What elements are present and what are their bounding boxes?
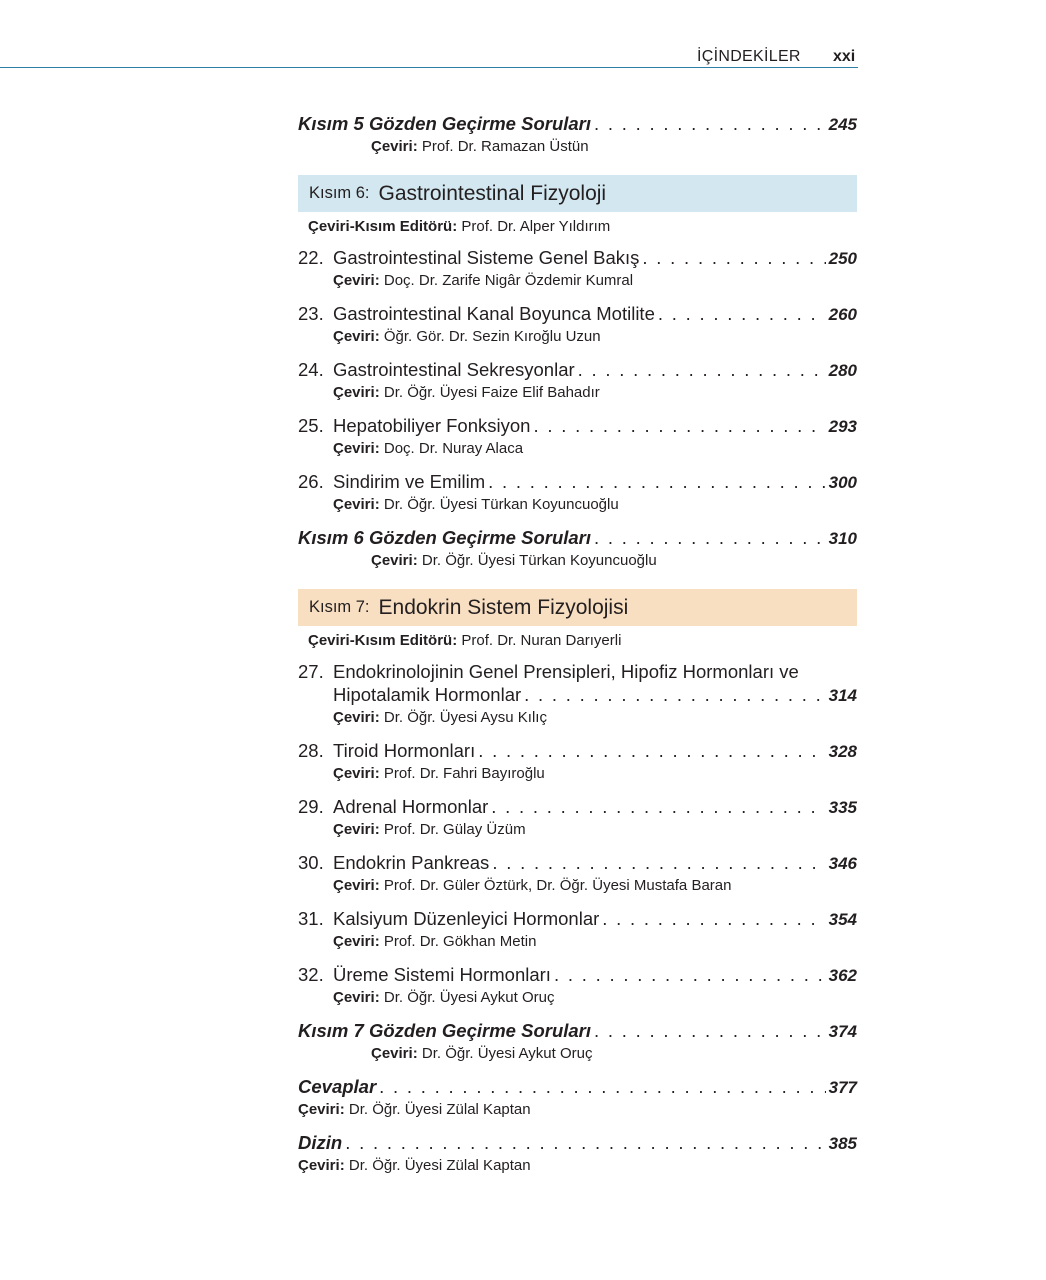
toc-row: [298, 302, 857, 326]
running-header-page-number: xxi: [833, 48, 856, 65]
chapter-number: 30.: [298, 852, 324, 873]
chapter-number: 24.: [298, 359, 324, 380]
translator-credit: [298, 495, 857, 515]
credit-label: Çeviri:: [333, 821, 380, 838]
chapter-title: Sindirim ve Emilim: [333, 471, 486, 492]
chapter-page: 293: [828, 417, 857, 436]
chapter-page: 260: [828, 305, 857, 324]
translator-name: Dr. Öğr. Üyesi Zülal Kaptan: [348, 1101, 531, 1118]
toc-entry-page: 374: [828, 1022, 857, 1041]
chapter-number: 25.: [298, 415, 324, 436]
credit-label: Çeviri:: [333, 272, 380, 289]
toc-entry-chapter-32[interactable]: [298, 963, 857, 1008]
toc-row: [298, 1131, 857, 1155]
chapter-title: Hepatobiliyer Fonksiyon: [333, 415, 531, 436]
toc-entry-title: Dizin: [298, 1132, 343, 1153]
toc-row: [298, 414, 857, 438]
translator-name: Dr. Öğr. Üyesi Aysu Kılıç: [383, 709, 547, 726]
chapter-title: Gastrointestinal Sisteme Genel Bakış: [333, 247, 640, 268]
credit-label: Çeviri:: [333, 709, 380, 726]
toc-entry-review-7[interactable]: [298, 1019, 857, 1064]
part-name: Gastrointestinal Fizyoloji: [378, 181, 607, 205]
dot-leader: [345, 1131, 825, 1154]
toc-entry-chapter-23[interactable]: [298, 302, 857, 347]
translator-credit: [298, 1044, 857, 1064]
translator-name: Prof. Dr. Fahri Bayıroğlu: [383, 765, 545, 782]
table-of-contents: [298, 112, 857, 1187]
part-editor-credit: [298, 217, 857, 237]
chapter-title: Tiroid Hormonları: [333, 740, 476, 761]
credit-label: Çeviri:: [371, 552, 418, 569]
toc-entry-title: Kısım 5 Gözden Geçirme Soruları: [298, 113, 592, 134]
dot-leader: [379, 1075, 825, 1098]
editor-name: Prof. Dr. Alper Yıldırım: [461, 218, 611, 235]
toc-entry-title: Kısım 7 Gözden Geçirme Soruları: [298, 1020, 592, 1041]
chapter-title: Kalsiyum Düzenleyici Hormonlar: [333, 908, 600, 929]
toc-entry-chapter-26[interactable]: [298, 470, 857, 515]
chapter-page: 280: [828, 361, 857, 380]
toc-entry-chapter-25[interactable]: [298, 414, 857, 459]
toc-entry-chapter-28[interactable]: [298, 739, 857, 784]
translator-credit: [298, 383, 857, 403]
dot-leader: [642, 246, 825, 269]
toc-row: [298, 112, 857, 136]
chapter-title: Gastrointestinal Kanal Boyunca Motilite: [333, 303, 655, 324]
chapter-page: 250: [828, 249, 857, 268]
translator-name: Dr. Öğr. Üyesi Türkan Koyuncuoğlu: [421, 552, 657, 569]
credit-label: Çeviri:: [333, 496, 380, 513]
part-label: Kısım 6:: [309, 184, 370, 202]
toc-entry-review-5[interactable]: [298, 112, 857, 157]
translator-name: Dr. Öğr. Üyesi Aykut Oruç: [383, 989, 555, 1006]
translator-credit: [298, 271, 857, 291]
credit-label: Çeviri:: [333, 989, 380, 1006]
part-name: Endokrin Sistem Fizyolojisi: [378, 595, 629, 619]
toc-row-continued: [298, 683, 857, 707]
translator-credit: [298, 137, 857, 157]
credit-label: Çeviri:: [298, 1157, 345, 1174]
chapter-page: 328: [828, 742, 857, 761]
chapter-page: 300: [828, 473, 857, 492]
chapter-number: 26.: [298, 471, 324, 492]
toc-row: [298, 907, 857, 931]
toc-row: [298, 358, 857, 382]
part-label: Kısım 7:: [309, 598, 370, 616]
toc-row: [298, 1019, 857, 1043]
chapter-page: 346: [828, 854, 857, 873]
credit-label: Çeviri:: [333, 877, 380, 894]
credit-label: Çeviri:: [371, 138, 418, 155]
credit-label: Çeviri:: [333, 933, 380, 950]
translator-credit: [298, 932, 857, 952]
translator-name: Dr. Öğr. Üyesi Zülal Kaptan: [348, 1157, 531, 1174]
toc-entry-chapter-30[interactable]: [298, 851, 857, 896]
translator-name: Öğr. Gör. Dr. Sezin Kıroğlu Uzun: [383, 328, 601, 345]
chapter-number: 31.: [298, 908, 324, 929]
translator-name: Doç. Dr. Zarife Nigâr Özdemir Kumral: [383, 272, 634, 289]
toc-row: [298, 660, 857, 683]
toc-entry-answers[interactable]: [298, 1075, 857, 1120]
toc-row: [298, 246, 857, 270]
toc-entry-chapter-24[interactable]: [298, 358, 857, 403]
dot-leader: [594, 526, 826, 549]
dot-leader: [524, 683, 825, 706]
translator-name: Prof. Dr. Ramazan Üstün: [421, 138, 589, 155]
dot-leader: [492, 851, 825, 874]
toc-entry-review-6[interactable]: [298, 526, 857, 571]
chapter-page: 314: [828, 686, 857, 705]
credit-label: Çeviri:: [333, 384, 380, 401]
chapter-page: 335: [828, 798, 857, 817]
chapter-number: 22.: [298, 247, 324, 268]
translator-credit: [298, 439, 857, 459]
translator-name: Doç. Dr. Nuray Alaca: [383, 440, 524, 457]
translator-credit: [298, 551, 857, 571]
dot-leader: [602, 907, 825, 930]
chapter-number: 32.: [298, 964, 324, 985]
chapter-number: 23.: [298, 303, 324, 324]
editor-label: Çeviri-Kısım Editörü:: [308, 218, 458, 235]
toc-entry-page: 377: [828, 1078, 857, 1097]
dot-leader: [478, 739, 825, 762]
translator-name: Prof. Dr. Gülay Üzüm: [383, 821, 526, 838]
toc-entry-chapter-29[interactable]: [298, 795, 857, 840]
dot-leader: [488, 470, 825, 493]
header-rule: [0, 67, 858, 68]
toc-row: [298, 1075, 857, 1099]
translator-credit: [298, 764, 857, 784]
toc-entry-chapter-22[interactable]: [298, 246, 857, 291]
translator-credit: [298, 876, 857, 896]
toc-row: [298, 526, 857, 550]
running-header-title: İÇİNDEKİLER: [697, 48, 801, 65]
credit-label: Çeviri:: [333, 328, 380, 345]
toc-row: [298, 739, 857, 763]
translator-credit: [298, 1156, 857, 1176]
credit-label: Çeviri:: [298, 1101, 345, 1118]
translator-credit: [298, 820, 857, 840]
toc-entry-title: Cevaplar: [298, 1076, 377, 1097]
dot-leader: [554, 963, 826, 986]
chapter-title: Gastrointestinal Sekresyonlar: [333, 359, 575, 380]
dot-leader: [658, 302, 826, 325]
translator-name: Dr. Öğr. Üyesi Türkan Koyuncuoğlu: [383, 496, 619, 513]
part-7-heading: [298, 589, 857, 626]
dot-leader: [491, 795, 825, 818]
dot-leader: [533, 414, 825, 437]
chapter-page: 362: [828, 966, 857, 985]
credit-label: Çeviri:: [371, 1045, 418, 1062]
chapter-page: 354: [828, 910, 857, 929]
translator-credit: [298, 327, 857, 347]
translator-name: Dr. Öğr. Üyesi Faize Elif Bahadır: [383, 384, 600, 401]
chapter-title: Endokrin Pankreas: [333, 852, 490, 873]
toc-row: [298, 851, 857, 875]
editor-name: Prof. Dr. Nuran Darıyerli: [461, 632, 622, 649]
dot-leader: [578, 358, 826, 381]
chapter-title-line-1: Endokrinolojinin Genel Prensipleri, Hipofiz Hormonları ve: [333, 661, 799, 682]
toc-entry-page: 310: [828, 529, 857, 548]
credit-label: Çeviri:: [333, 765, 380, 782]
toc-entry-chapter-27[interactable]: [298, 660, 857, 728]
toc-entry-index[interactable]: [298, 1131, 857, 1176]
dot-leader: [594, 1019, 826, 1042]
toc-row: [298, 470, 857, 494]
translator-name: Prof. Dr. Güler Öztürk, Dr. Öğr. Üyesi Mustafa Baran: [383, 877, 732, 894]
chapter-number: 27.: [298, 661, 324, 682]
toc-row: [298, 963, 857, 987]
toc-entry-page: 385: [828, 1134, 857, 1153]
chapter-title: Adrenal Hormonlar: [333, 796, 489, 817]
credit-label: Çeviri:: [333, 440, 380, 457]
translator-credit: [298, 708, 857, 728]
dot-leader: [594, 112, 826, 135]
translator-name: Dr. Öğr. Üyesi Aykut Oruç: [421, 1045, 593, 1062]
part-editor-credit: [298, 631, 857, 651]
toc-row: [298, 795, 857, 819]
toc-entry-title: Kısım 6 Gözden Geçirme Soruları: [298, 527, 592, 548]
chapter-number: 28.: [298, 740, 324, 761]
translator-credit: [298, 988, 857, 1008]
translator-credit: [298, 1100, 857, 1120]
chapter-title: Üreme Sistemi Hormonları: [333, 964, 551, 985]
chapter-title-line-2: Hipotalamik Hormonlar: [333, 684, 522, 705]
part-6-heading: [298, 175, 857, 212]
editor-label: Çeviri-Kısım Editörü:: [308, 632, 458, 649]
chapter-number: 29.: [298, 796, 324, 817]
toc-entry-page: 245: [828, 115, 857, 134]
translator-name: Prof. Dr. Gökhan Metin: [383, 933, 537, 950]
toc-entry-chapter-31[interactable]: [298, 907, 857, 952]
